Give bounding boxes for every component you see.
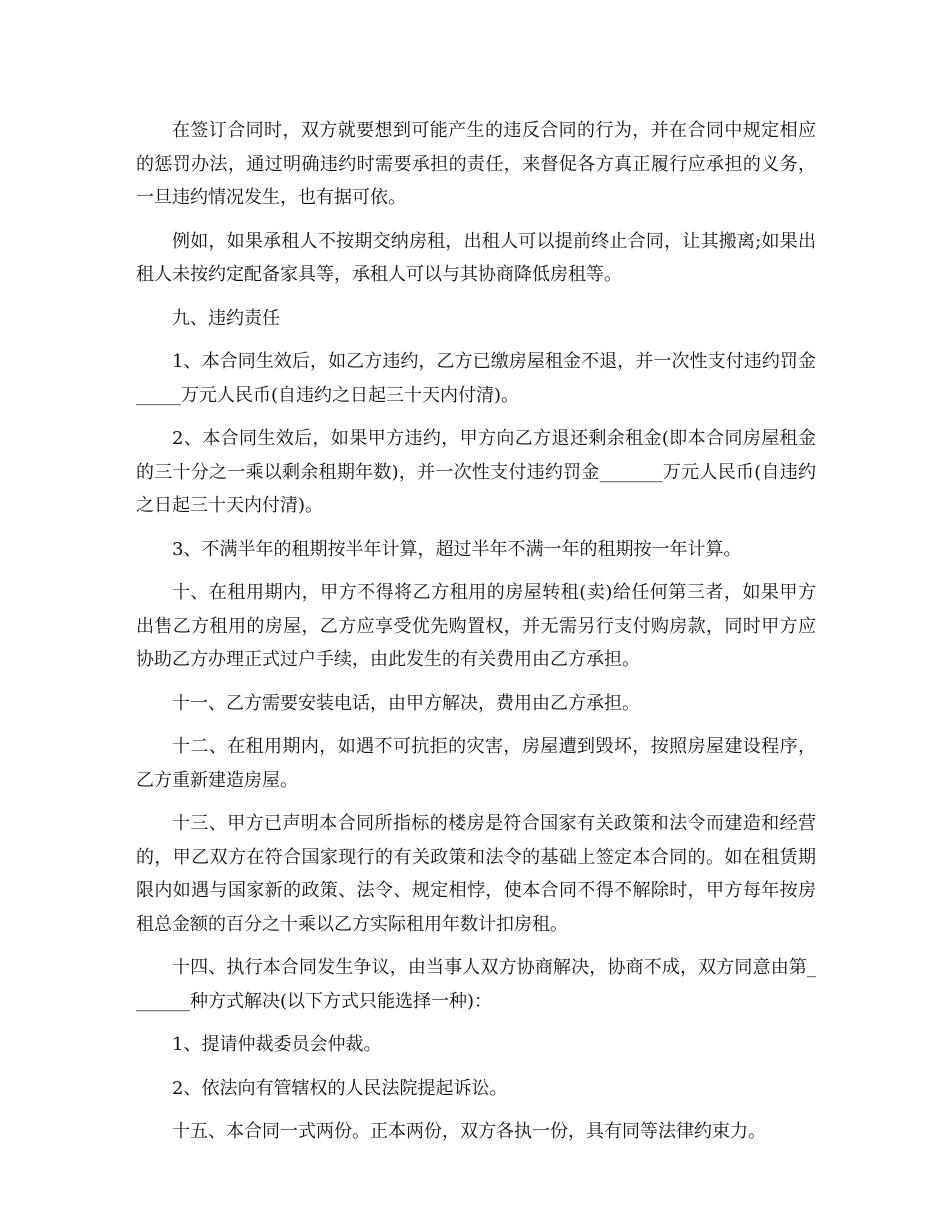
section-heading-breach-liability: 九、违约责任 <box>172 307 280 329</box>
paragraph-arbitration-option: 1、提请仲裁委员会仲裁。 <box>172 1034 382 1055</box>
paragraph-lease-term-calculation: 3、不满半年的租期按半年计算，超过半年不满一年的租期按一年计算。 <box>172 538 742 560</box>
paragraph-party-a-breach: 2、本合同生效后，如果甲方违约，甲方向乙方退还剩余租金(即本合同房屋租金的三十分之一乘以剩余租期年数)，并一次性支付违约罚金_______万元人民币(自违约之日起三十天内付清)。 <box>136 428 816 516</box>
paragraph-sublease-and-sale: 十、在租用期内，甲方不得将乙方租用的房屋转租(卖)给任何第三者，如果甲方出售乙方租用的房屋，乙方应享受优先购置权，并无需另行支付购房款，同时甲方应协助乙方办理正式过户手续，由此发生的有关费用由乙方承担。 <box>136 582 816 670</box>
paragraph-telephone-installation: 十一、乙方需要安装电话，由甲方解决，费用由乙方承担。 <box>172 692 640 714</box>
paragraph-policy-compliance: 十三、甲方已声明本合同所指标的楼房是符合国家有关政策和法令而建造和经营的，甲乙双方在符合国家现行的有关政策和法令的基础上签定本合同的。如在租赁期限内如遇与国家新的政策、法令、规定相悖，使本合同不得不解除时，甲方每年按房租总金额的百分之十乘以乙方实际租用年数计扣房租。 <box>136 813 816 935</box>
document-body <box>136 114 816 1159</box>
paragraph-force-majeure: 十二、在租用期内，如遇不可抗拒的灾害，房屋遭到毁坏，按照房屋建设程序，乙方重新建造房屋。 <box>136 736 816 791</box>
paragraph-litigation-option: 2、依法向有管辖权的人民法院提起诉讼。 <box>172 1077 508 1099</box>
paragraph-contract-copies: 十五、本合同一式两份。正本两份，双方各执一份，具有同等法律约束力。 <box>172 1121 766 1142</box>
paragraph-dispute-resolution: 十四、执行本合同发生争议，由当事人双方协商解决，协商不成，双方同意由第_______种方式解决(以下方式只能选择一种)： <box>136 957 816 1012</box>
paragraph-breach-clause-intro: 在签订合同时，双方就要想到可能产生的违反合同的行为，并在合同中规定相应的惩罚办法，通过明确违约时需要承担的责任，来督促各方真正履行应承担的义务，一旦违约情况发生，也有据可依。 <box>136 120 816 208</box>
paragraph-party-b-breach: 1、本合同生效后，如乙方违约，乙方已缴房屋租金不退，并一次性支付违约罚金_____万元人民币(自违约之日起三十天内付清)。 <box>136 351 816 406</box>
paragraph-breach-example: 例如，如果承租人不按期交纳房租，出租人可以提前终止合同，让其搬离;如果出租人未按约定配备家具等，承租人可以与其协商降低房租等。 <box>136 230 816 285</box>
